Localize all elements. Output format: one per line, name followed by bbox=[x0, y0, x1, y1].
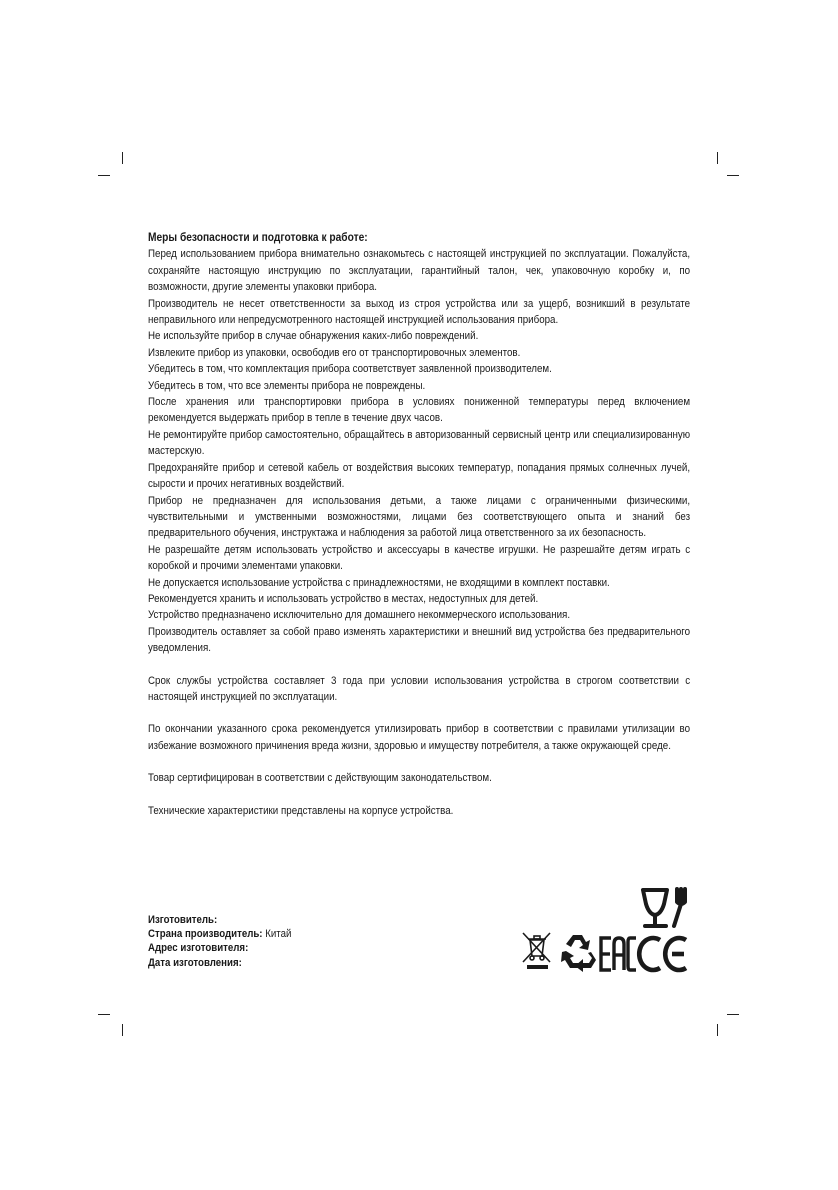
specs-note-text: Технические характеристики представлены на корпусе устройства. bbox=[148, 804, 454, 817]
safety-paragraph: Не используйте прибор в случае обнаружения каких-либо повреждений. bbox=[148, 330, 479, 343]
safety-paragraph: Перед использованием прибора внимательно ознакомьтесь с настоящей инструкцией по эксплуатации. Пожалуйста, сохраняйте настоящую инструкцию по эксплуатации, гарантийный талон, чек, упаковочную коробку и, по возможности, другие элементы упаковки прибора. bbox=[148, 248, 691, 294]
country-label: Страна производитель: bbox=[148, 928, 263, 941]
recycle-icon bbox=[561, 935, 596, 972]
safety-title: Меры безопасности и подготовка к работе: bbox=[148, 231, 368, 244]
safety-paragraph: Убедитесь в том, что комплектация прибора соответствует заявленной производителем. bbox=[148, 363, 552, 376]
safety-paragraph: Извлеките прибор из упаковки, освободив его от транспортировочных элементов. bbox=[148, 346, 521, 359]
safety-paragraph: Не допускается использование устройства с принадлежностями, не входящими в комплект поставки. bbox=[148, 576, 610, 589]
safety-paragraph: Производитель не несет ответственности за выход из строя устройства или за ущерб, возникший в результате неправильного или непредусмотренного настоящей инструкцией использования прибора. bbox=[148, 297, 691, 327]
maker-label: Изготовитель: bbox=[148, 914, 218, 926]
date-label: Дата изготовления: bbox=[148, 956, 242, 969]
disposal-text: По окончании указанного срока рекомендуется утилизировать прибор в соответствии с правилами утилизации во избежание возможного причинения вреда жизни, здоровью и имуществу потребителя, а также окружающей среде. bbox=[148, 723, 691, 752]
ce-mark-icon bbox=[639, 938, 686, 970]
safety-paragraph: Рекомендуется хранить и использовать устройство в местах, недоступных для детей. bbox=[148, 592, 539, 605]
safety-paragraph: Производитель оставляет за собой право изменять характеристики и внешний вид устройства без предварительного уведомления. bbox=[148, 625, 691, 655]
country-value: Китай bbox=[265, 928, 292, 941]
safety-paragraph: Не ремонтируйте прибор самостоятельно, обращайтесь в авторизованный сервисный центр или специализированную мастерскую. bbox=[148, 428, 691, 458]
safety-paragraph: Убедитесь в том, что все элементы прибора не повреждены. bbox=[148, 379, 426, 392]
weee-bin-icon bbox=[523, 933, 550, 969]
food-contact-icon bbox=[643, 889, 685, 926]
service-life-text: Срок службы устройства составляет 3 года при условии использования устройства в строгом соответствии с настоящей инструкцией по эксплуатации. bbox=[148, 674, 691, 703]
address-label: Адрес изготовителя: bbox=[148, 942, 249, 955]
safety-paragraph: Не разрешайте детям использовать устройство и аксессуары в качестве игрушки. Не разрешайте детям играть с коробкой и прочими элементами упаковки. bbox=[148, 543, 691, 573]
certification-text: Товар сертифицирован в соответствии с действующим законодательством. bbox=[148, 772, 492, 785]
safety-paragraph: Устройство предназначено исключительно для домашнего некоммерческого использования. bbox=[148, 609, 571, 622]
eac-mark-icon bbox=[601, 938, 636, 970]
safety-paragraph: Прибор не предназначен для использования детьми, а также лицами с ограниченными физическими, чувствительными и умственными возможностями, лицами без соответствующего опыта и знаний без предварительного обучения, инструктажа и наблюдения за работой лица ответственного за их безопасность. bbox=[148, 494, 691, 540]
safety-paragraph: После хранения или транспортировки прибора в условиях пониженной температуры перед включением рекомендуется выдержать прибор в тепле в течение двух часов. bbox=[148, 396, 691, 425]
safety-paragraph: Предохраняйте прибор и сетевой кабель от воздействия высоких температур, попадания прямых солнечных лучей, сырости и прочих негативных воздействий. bbox=[148, 461, 691, 491]
